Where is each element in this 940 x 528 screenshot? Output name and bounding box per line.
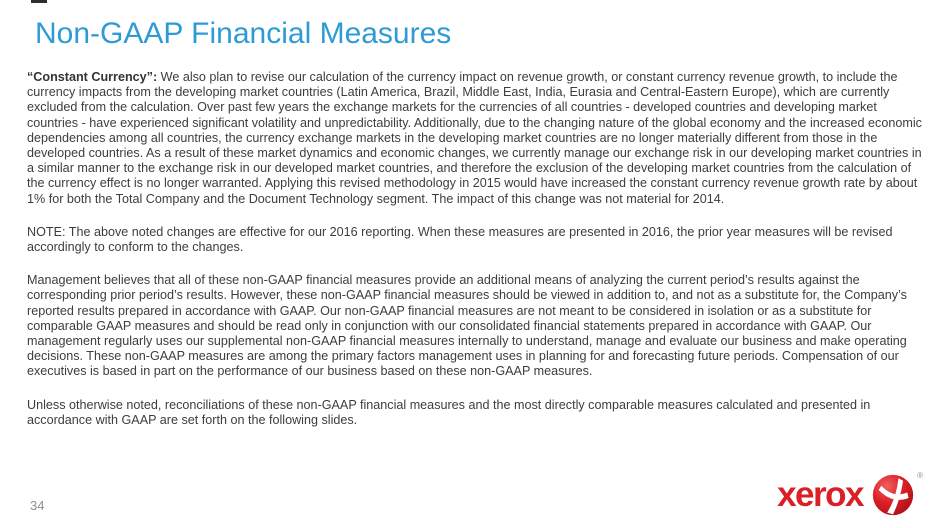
registered-trademark: ® xyxy=(917,471,923,480)
constant-currency-lead: “Constant Currency”: xyxy=(27,70,158,84)
paragraph-management: Management believes that all of these non-GAAP financial measures provide an additional means of analyzing the current period’s results against the corresponding prior period’s results. However, these non-GAAP financial measures should be viewed in addition to, and not as a substitute for, the Company’s reported results prepared in accordance with GAAP. Our non-GAAP financial measures are not meant to be considered in isolation or as a substitute for comparable GAAP measures and should be read only in conjunction with our consolidated financial statements prepared in accordance with GAAP. Our management regularly uses our supplemental non-GAAP financial measures internally to understand, manage and evaluate our business and make operating decisions. These non-GAAP measures are among the primary factors management uses in planning for and forecasting future periods. Compensation of our executives is based in part on the performance of our business based on these non-GAAP measures. xyxy=(27,273,907,379)
page-number: 34 xyxy=(30,498,45,513)
xerox-wordmark: xerox xyxy=(777,474,863,514)
paragraph-constant-currency xyxy=(27,70,922,207)
constant-currency-text: We also plan to revise our calculation of the currency impact on revenue growth, or constant currency revenue growth, to include the currency impacts from the developing market countries (Latin America, Brazil, Middle East, India, Eurasia and Central-Eastern Europe), which are currently excluded from the calculation. Over past few years the exchange markets for the currencies of all countries - developed countries and developing market countries - have experienced significant volatility and unpredictability. Additionally, due to the changing nature of the global economy and the increased economic dependencies among all countries, the currency exchange markets in the developing market countries are no longer materially different from those in the developed countries. As a result of these market dynamics and economic changes, we currently manage our exchange risk in our developing market countries in a similar manner to the exchange risk in our developed market countries, and therefore the exclusion of the developing market countries from the calculation of the currency effect is no longer warranted. Applying this revised methodology in 2015 would have increased the constant currency revenue growth rate by about 1% for both the Total Company and the Document Technology segment. The impact of this change was not material for 2014. xyxy=(27,70,922,206)
body-text-block xyxy=(27,70,922,446)
page-title: Non-GAAP Financial Measures xyxy=(35,17,452,50)
xerox-sphere-wrap xyxy=(872,471,923,516)
top-edge-mark xyxy=(31,0,47,3)
paragraph-reconciliations: Unless otherwise noted, reconciliations of these non-GAAP financial measures and the most directly comparable measures calculated and presented in accordance with GAAP are set forth on the following slides. xyxy=(27,397,871,427)
xerox-sphere-icon xyxy=(872,474,914,516)
paragraph-note: NOTE: The above noted changes are effective for our 2016 reporting. When these measures are presented in 2016, the prior year measures will be revised accordingly to conform to the changes. xyxy=(27,224,893,255)
xerox-logo xyxy=(777,471,923,516)
